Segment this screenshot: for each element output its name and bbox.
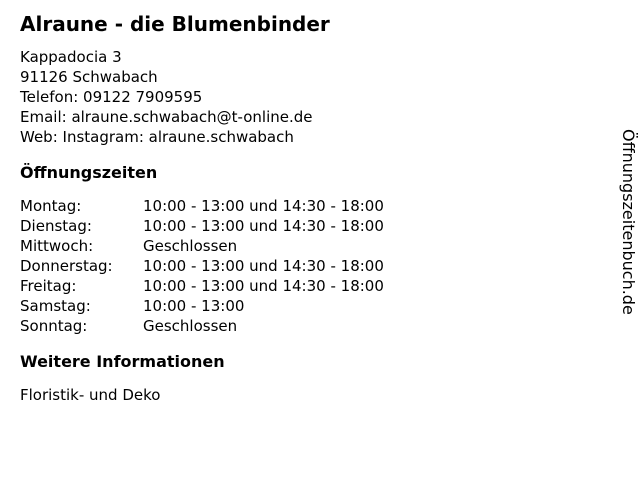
hours-row-monday — [20, 196, 600, 216]
time-value: 10:00 - 13:00 und 14:30 - 18:00 — [143, 197, 384, 215]
contact-block — [20, 47, 600, 147]
page-title: Alraune - die Blumenbinder — [20, 12, 330, 36]
time-value: Geschlossen — [143, 237, 238, 255]
opening-hours-heading: Öffnungszeiten — [20, 163, 158, 182]
watermark-brand: Öffnungszeitenbuch.de — [619, 129, 638, 315]
time-value: Geschlossen — [143, 317, 238, 335]
day-label: Donnerstag: — [20, 257, 113, 275]
hours-row-sunday — [20, 316, 600, 336]
day-label: Dienstag: — [20, 217, 92, 235]
opening-hours-table — [20, 196, 600, 336]
more-info-text: Floristik- und Deko — [20, 386, 161, 404]
time-value: 10:00 - 13:00 — [143, 297, 245, 315]
hours-row-thursday — [20, 256, 600, 276]
more-info-heading: Weitere Informationen — [20, 352, 225, 371]
hours-row-tuesday — [20, 216, 600, 236]
day-label: Montag: — [20, 197, 82, 215]
address-city-line: 91126 Schwabach — [20, 68, 158, 86]
hours-row-friday — [20, 276, 600, 296]
hours-row-saturday — [20, 296, 600, 316]
hours-row-wednesday — [20, 236, 600, 256]
day-label: Freitag: — [20, 277, 77, 295]
phone-line: Telefon: 09122 7909595 — [20, 88, 203, 106]
time-value: 10:00 - 13:00 und 14:30 - 18:00 — [143, 217, 384, 235]
day-label: Sonntag: — [20, 317, 88, 335]
day-label: Mittwoch: — [20, 237, 94, 255]
email-line: Email: alraune.schwabach@t-online.de — [20, 108, 313, 126]
day-label: Samstag: — [20, 297, 91, 315]
time-value: 10:00 - 13:00 und 14:30 - 18:00 — [143, 257, 384, 275]
address-street-line: Kappadocia 3 — [20, 48, 122, 66]
time-value: 10:00 - 13:00 und 14:30 - 18:00 — [143, 277, 384, 295]
web-line: Web: Instagram: alraune.schwabach — [20, 128, 294, 146]
